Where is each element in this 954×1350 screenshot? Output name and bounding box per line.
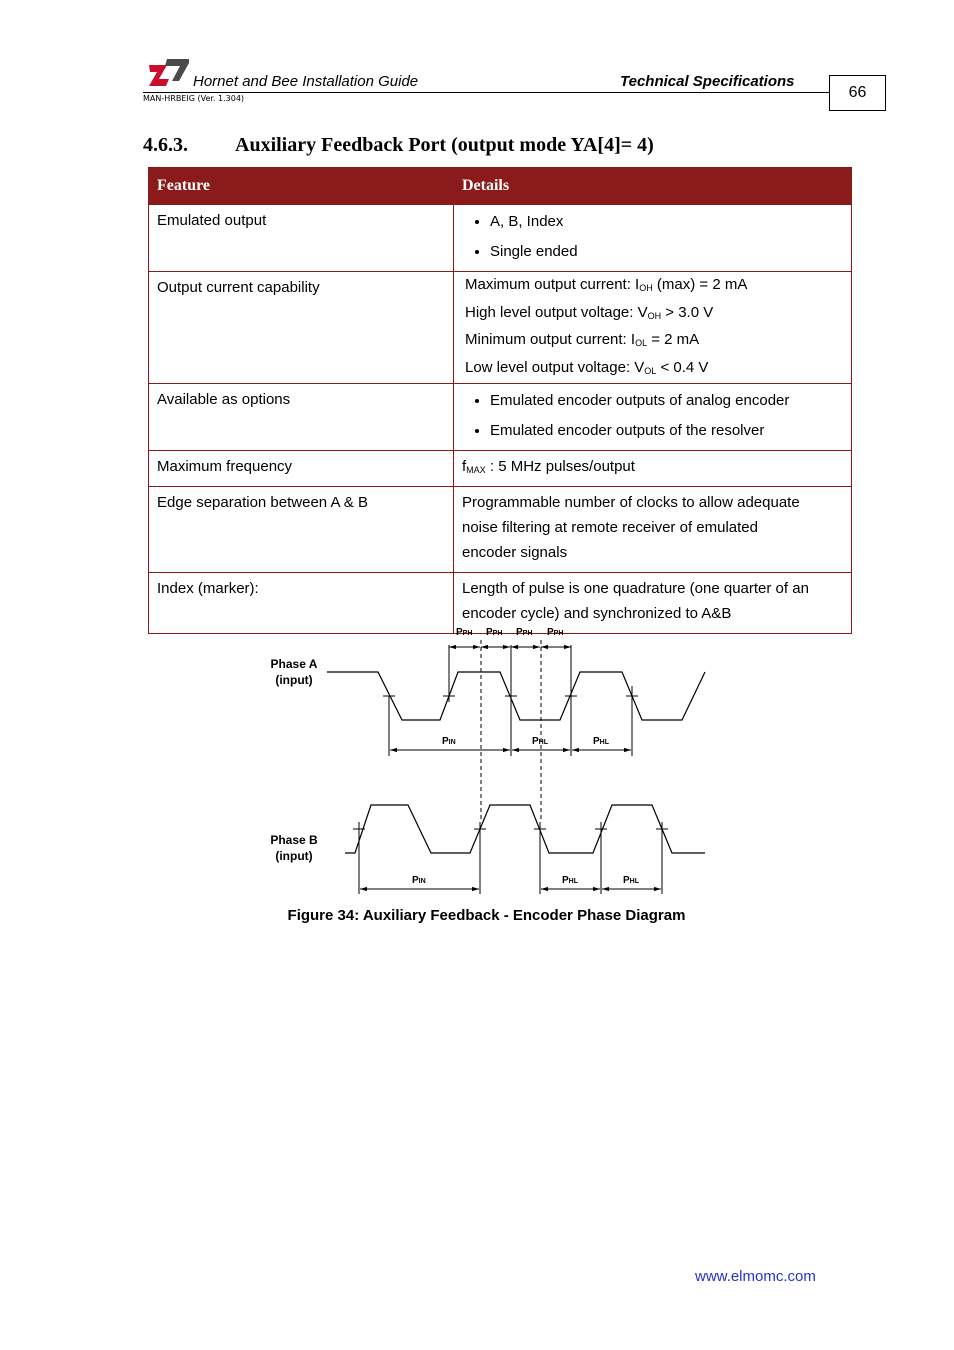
feature-cell: Available as options — [149, 384, 454, 451]
phase-a-label: Phase A — [270, 657, 318, 671]
svg-text:PPH: PPH — [516, 627, 533, 638]
phase-b-waveform — [345, 805, 705, 853]
figure-caption: Figure 34: Auxiliary Feedback - Encoder Phase Diagram — [287, 907, 686, 924]
table-row — [149, 205, 852, 272]
page-number: 66 — [829, 75, 886, 111]
svg-text:PIN: PIN — [412, 875, 426, 886]
document-version: MAN-HRBEIG (Ver. 1.304) — [143, 94, 245, 103]
svg-text:PHL: PHL — [562, 875, 579, 886]
column-header-details: Details — [454, 168, 852, 205]
table-row — [149, 487, 852, 573]
feature-cell: Output current capability — [149, 272, 454, 384]
details-cell — [454, 384, 852, 451]
phase-b-period-labels — [412, 875, 640, 886]
svg-text:PPH: PPH — [486, 627, 503, 638]
phase-a-sublabel: (input) — [275, 673, 313, 687]
pph-labels — [456, 627, 563, 638]
details-cell: $f_{MAX}$ : 5 MHz pulses/output — [454, 451, 852, 487]
detail-line: Programmable number of clocks to allow adequate — [462, 494, 800, 511]
detail-line: High level output voltage: $V_{OH} > 3.0$ V — [465, 303, 714, 321]
section-title: Technical Specifications — [620, 73, 795, 90]
feature-cell: Emulated output — [149, 205, 454, 272]
encoder-phase-diagram — [240, 615, 720, 905]
detail-line: Maximum output current: $I_{OH}$ (max) = 2 mA — [465, 276, 748, 293]
website-link[interactable]: www.elmomc.com — [695, 1268, 816, 1285]
detail-line: noise filtering at remote receiver of emulated — [462, 519, 758, 536]
detail-line: Low level output voltage: $V_{OL} < 0.4$ V — [465, 358, 709, 376]
details-cell — [454, 272, 852, 384]
svg-text:PHL: PHL — [623, 875, 640, 886]
feature-cell: Maximum frequency — [149, 451, 454, 487]
svg-text:PHL: PHL — [532, 736, 549, 747]
phase-b-sublabel: (input) — [275, 849, 313, 863]
phase-b-label: Phase B — [270, 833, 318, 847]
detail-line: Length of pulse is one quadrature (one quarter of an — [462, 580, 809, 597]
detail-line: encoder signals — [462, 544, 568, 561]
elmo-logo-icon — [147, 57, 191, 87]
list-item: • Emulated encoder outputs of the resolver — [490, 416, 843, 446]
heading-number: 4.6.3. — [143, 134, 188, 156]
list-item: • Emulated encoder outputs of analog encoder — [490, 386, 843, 416]
details-cell — [454, 205, 852, 272]
table-header-row — [149, 168, 852, 205]
details-list — [462, 207, 843, 267]
svg-text:PHL: PHL — [593, 736, 610, 747]
table-row — [149, 451, 852, 487]
table-row — [149, 384, 852, 451]
phase-a-period-labels — [442, 736, 610, 747]
list-item: • Single ended — [490, 237, 843, 267]
detail-line: encoder cycle) and synchronized to A&B — [462, 605, 732, 622]
details-list — [462, 386, 843, 446]
feature-cell: Index (marker): — [149, 573, 454, 634]
table-row — [149, 272, 852, 384]
column-header-feature: Feature — [149, 168, 454, 205]
svg-text:PPH: PPH — [456, 627, 473, 638]
header-divider — [143, 92, 829, 93]
detail-line: Minimum output current: $I_{OL} = 2$ mA — [465, 331, 700, 348]
details-cell — [454, 487, 852, 573]
feature-cell: Edge separation between A & B — [149, 487, 454, 573]
heading-title: Auxiliary Feedback Port (output mode YA[4]= 4) — [235, 134, 654, 156]
svg-text:PPH: PPH — [547, 627, 564, 638]
section-heading — [143, 134, 654, 157]
phase-b-edge-ticks — [353, 822, 668, 894]
guide-title: Hornet and Bee Installation Guide — [193, 73, 419, 90]
svg-text:PIN: PIN — [442, 736, 456, 747]
spec-table — [148, 167, 852, 634]
list-item: • A, B, Index — [490, 207, 843, 237]
